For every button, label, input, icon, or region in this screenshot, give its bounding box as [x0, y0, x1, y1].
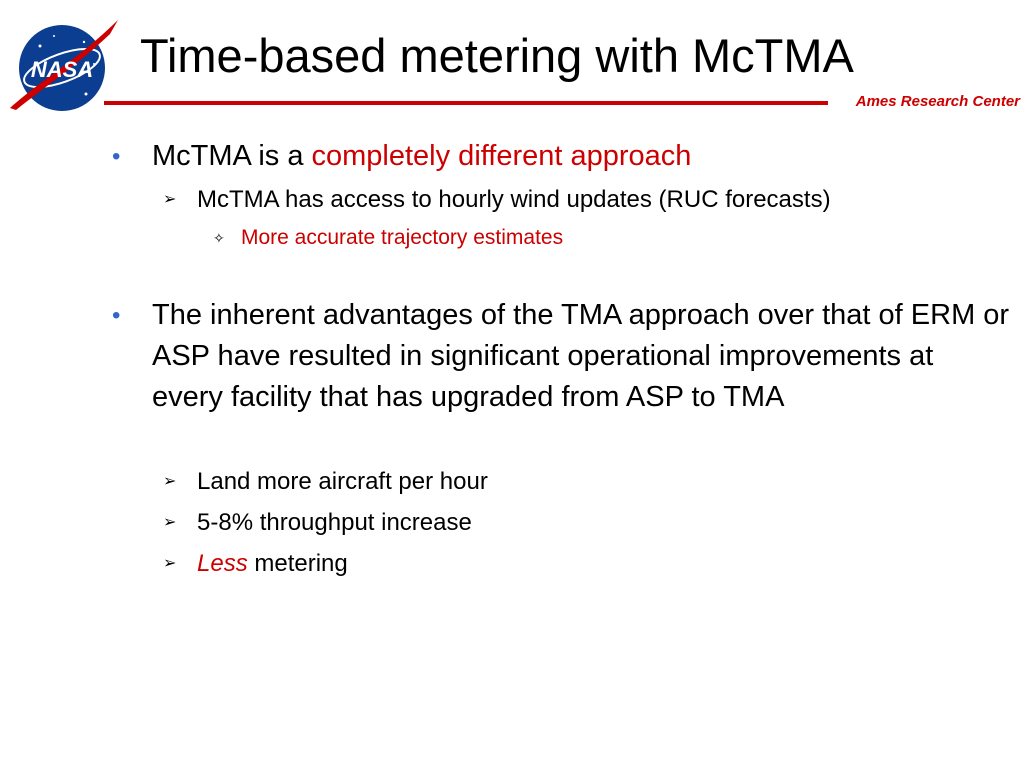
- slide-title: Time-based metering with McTMA: [140, 29, 854, 82]
- arrow-bullet-icon: ➢: [163, 514, 177, 531]
- arrow-bullet-icon: ➢: [163, 191, 177, 208]
- arrow-bullet-icon: ➢: [163, 473, 177, 490]
- bullet-text-prefix: McTMA is a: [152, 140, 312, 172]
- bullet-text-highlight: Less: [197, 550, 248, 577]
- bullet-level2: [163, 507, 997, 539]
- bullet-level2: [163, 466, 997, 498]
- bullet-level2: [163, 548, 997, 580]
- bullet-text: The inherent advantages of the TMA approach over that of ERM or ASP have resulted in significant operational improvements at every facility that has upgraded from ASP to TMA: [152, 299, 1010, 413]
- bullet-text: 5-8% throughput increase: [197, 509, 472, 536]
- bullet-dot-icon: •: [112, 143, 121, 170]
- bullet-level1: [112, 136, 1012, 177]
- bullet-text-highlight: completely different approach: [311, 140, 692, 172]
- bullet-level3: [213, 224, 1001, 252]
- bullet-text: Land more aircraft per hour: [197, 468, 488, 495]
- bullet-dot-icon: •: [112, 302, 121, 329]
- bullet-level2: [163, 184, 997, 216]
- bullet-text: McTMA has access to hourly wind updates (RUC forecasts): [197, 186, 831, 213]
- arrow-bullet-icon: ➢: [163, 555, 177, 572]
- diamond-bullet-icon: ✧: [213, 230, 225, 246]
- title-divider: [104, 101, 828, 105]
- logo-text: NASA: [30, 57, 94, 82]
- nasa-logo: [6, 16, 122, 112]
- bullet-level1: [112, 295, 1012, 418]
- bullet-text-suffix: metering: [247, 550, 348, 577]
- bullet-text: More accurate trajectory estimates: [241, 226, 564, 249]
- organization-label: Ames Research Center: [855, 93, 1020, 110]
